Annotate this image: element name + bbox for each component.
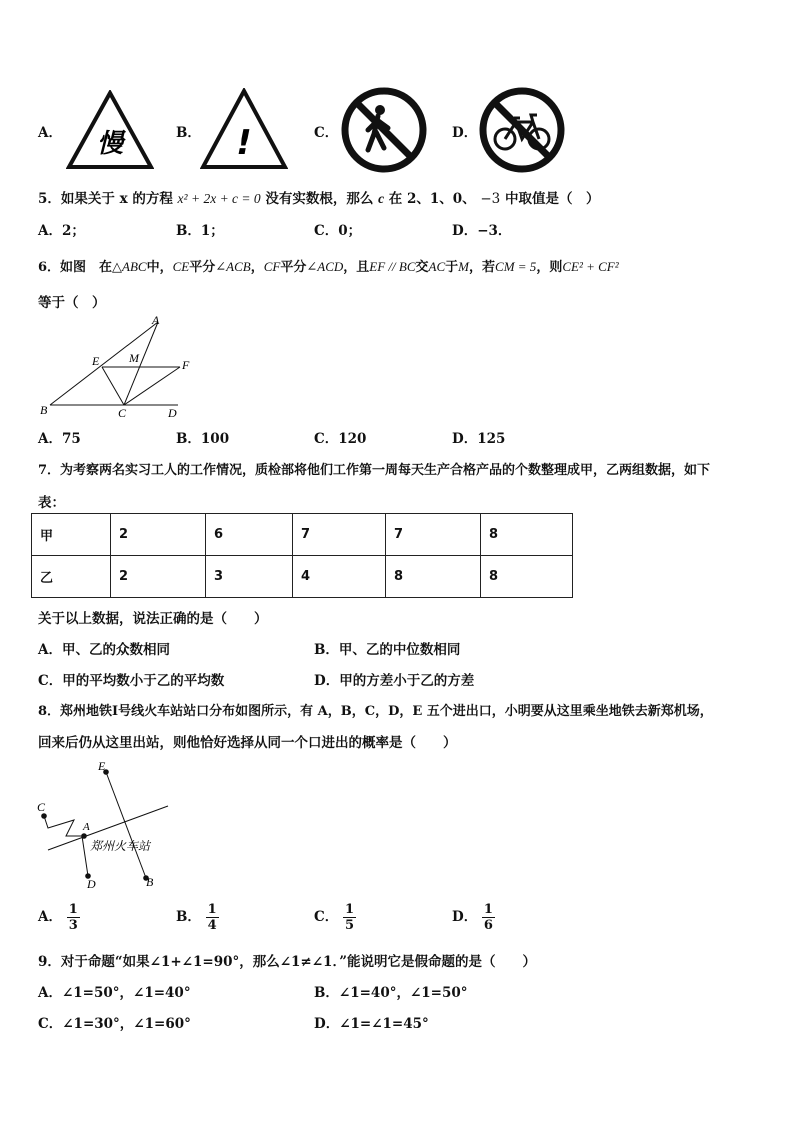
q7-option-d: D．甲的方差小于乙的方差 xyxy=(314,673,475,689)
q6-option-a: A．75 xyxy=(38,431,81,447)
table-cell: 8 xyxy=(386,556,481,598)
q6-m: M xyxy=(458,259,470,274)
q8-station-map-figure xyxy=(34,758,178,894)
q5-option-c: C．0； xyxy=(314,223,362,239)
table-cell: 6 xyxy=(206,514,293,556)
q6-text-g: ，若 xyxy=(469,260,496,275)
q6-text-c2: 平分 xyxy=(280,260,307,275)
q9-option-b: B．∠1=40°，∠1=50° xyxy=(314,985,468,1001)
q5-option-d: D．−3． xyxy=(452,223,512,239)
q5-c-variable: c xyxy=(378,191,385,206)
q9-stem: 9．对于命题“如果∠1+∠1=90°，那么∠1≠∠1．”能说明它是假命题的是（ ） xyxy=(38,954,536,970)
fraction-denominator: 6 xyxy=(483,918,493,933)
q5-neg3: −3 xyxy=(480,191,501,207)
q6-cf: CF xyxy=(263,259,281,274)
no-pedestrians-sign-icon xyxy=(340,86,428,174)
q4-option-a-label: A． xyxy=(38,125,62,141)
q6-text-b: 中， xyxy=(146,260,173,275)
q7-question: 关于以上数据，说法正确的是（ ） xyxy=(38,611,268,627)
no-bicycles-sign-icon xyxy=(478,86,566,174)
table-cell: 7 xyxy=(293,514,386,556)
q8-label-a: A xyxy=(83,821,90,833)
q6-option-b: B．100 xyxy=(176,431,230,447)
q7-data-table xyxy=(31,513,573,598)
q8-option-d-letter: D． xyxy=(452,909,478,925)
q6-option-c: C．120 xyxy=(314,431,367,447)
table-row xyxy=(32,514,573,556)
q4-sign-a-text: 慢 xyxy=(96,129,124,159)
q6-text-a: 6．如图 在 xyxy=(38,260,113,275)
q5-end: 中取值是（ ） xyxy=(504,191,600,207)
q8-option-c xyxy=(314,902,356,933)
table-cell: 8 xyxy=(481,514,573,556)
q4-option-b-label: B． xyxy=(176,125,201,141)
q5-middle: 没有实数根，那么 xyxy=(265,191,374,207)
fraction-denominator: 5 xyxy=(344,918,354,933)
q6-ce: CE xyxy=(172,259,190,274)
q6-label-e: E xyxy=(92,354,100,368)
fraction-denominator: 4 xyxy=(207,918,217,933)
q8-option-b-fraction xyxy=(206,902,219,933)
q7-option-c: C．甲的平均数小于乙的平均数 xyxy=(38,673,225,689)
q8-stem-line1: 8．郑州地铁Ⅰ号线火车站站口分布如图所示，有 A，B，C，D，E 五个进出口，小明要从这里乘坐地铁去新郑机场， xyxy=(38,704,713,719)
q6-text-c1: 平分 xyxy=(189,260,216,275)
slow-warning-sign-icon xyxy=(66,90,154,170)
q6-text-e: 交 xyxy=(415,260,429,275)
table-cell: 2 xyxy=(111,514,206,556)
q6-option-d: D．125 xyxy=(452,431,506,447)
q4-option-d-label: D． xyxy=(452,125,478,141)
table-cell: 7 xyxy=(386,514,481,556)
q8-label-e: E xyxy=(98,759,106,773)
fraction-numerator: 1 xyxy=(483,902,493,917)
q6-angle-acb: ∠ACB xyxy=(215,259,251,274)
q8-option-a-letter: A． xyxy=(38,909,62,925)
q8-label-b: B xyxy=(146,875,154,889)
q6-ef-parallel-bc: EF // BC xyxy=(369,259,416,274)
q6-stem-line2: 等于（ ） xyxy=(38,295,106,311)
q8-label-d: D xyxy=(87,877,96,891)
q7-stem-line2: 表： xyxy=(38,495,65,511)
q4-sign-b-text: ! xyxy=(236,123,252,163)
q6-label-c: C xyxy=(118,406,127,420)
table-cell: 乙 xyxy=(32,556,111,598)
q6-label-a: A xyxy=(152,313,160,327)
q5-stem xyxy=(38,187,599,207)
q6-text-f: 于 xyxy=(445,260,459,275)
q6-ac: AC xyxy=(428,259,446,274)
q8-station-label: 郑州火车站 xyxy=(90,839,151,853)
q5-equation: x² + 2x + c = 0 xyxy=(177,191,261,206)
q5-option-b: B．1； xyxy=(176,223,224,239)
table-row xyxy=(32,556,573,598)
q7-option-b: B．甲、乙的中位数相同 xyxy=(314,642,461,658)
q6-angle-acd: ∠ACD xyxy=(306,259,344,274)
q6-label-d: D xyxy=(168,406,177,420)
q8-stem-line2: 回来后仍从这里出站，则他恰好选择从同一个口进出的概率是（ ） xyxy=(38,735,457,751)
q4-option-c-label: C． xyxy=(314,125,339,141)
q5-option-a: A．2； xyxy=(38,223,85,239)
q9-option-c: C．∠1=30°，∠1=60° xyxy=(38,1016,191,1032)
table-cell: 4 xyxy=(293,556,386,598)
q8-option-c-letter: C． xyxy=(314,909,339,925)
q8-option-a-fraction xyxy=(67,902,80,933)
q6-triangle: △ABC xyxy=(112,259,147,274)
q6-cm-equals: CM = 5 xyxy=(495,259,537,274)
q9-option-d: D．∠1=∠1=45° xyxy=(314,1016,429,1032)
q6-text-h: ，则 xyxy=(536,260,563,275)
q6-stem-line1: 6．如图 在△ABC中，CE平分∠ACB，CF平分∠ACD，且EF // BC交AC于M，若CM = 5，则CE² + CF² xyxy=(38,259,619,275)
q6-geometry-figure xyxy=(34,312,194,424)
fraction-numerator: 1 xyxy=(207,902,217,917)
fraction-denominator: 3 xyxy=(68,918,78,933)
q8-option-b-letter: B． xyxy=(176,909,201,925)
q8-label-c: C xyxy=(37,800,46,814)
table-cell: 8 xyxy=(481,556,573,598)
table-cell: 3 xyxy=(206,556,293,598)
q8-option-b xyxy=(176,902,219,933)
q8-option-d-fraction xyxy=(482,902,495,933)
q8-option-d xyxy=(452,902,495,933)
q6-sum-expression: CE² + CF² xyxy=(562,259,619,274)
q9-option-a: A．∠1=50°，∠1=40° xyxy=(38,985,191,1001)
fraction-numerator: 1 xyxy=(68,902,78,917)
q5-suffix: 在 2、1、0、 xyxy=(388,191,476,207)
q7-stem-line1: 7．为考察两名实习工人的工作情况，质检部将他们工作第一周每天生产合格产品的个数整理成甲，乙两组数据，如下 xyxy=(38,463,711,478)
q5-prefix: 5．如果关于 x 的方程 xyxy=(38,191,173,207)
table-cell: 2 xyxy=(111,556,206,598)
q8-option-c-fraction xyxy=(343,902,356,933)
fraction-numerator: 1 xyxy=(344,902,354,917)
table-cell: 甲 xyxy=(32,514,111,556)
q8-option-a xyxy=(38,902,80,933)
q6-label-f: F xyxy=(182,358,190,372)
q6-label-b: B xyxy=(40,403,48,417)
q6-label-m: M xyxy=(129,351,139,365)
q7-option-a: A．甲、乙的众数相同 xyxy=(38,642,170,658)
q6-text-d: ，且 xyxy=(343,260,370,275)
exclamation-warning-sign-icon xyxy=(200,88,288,170)
